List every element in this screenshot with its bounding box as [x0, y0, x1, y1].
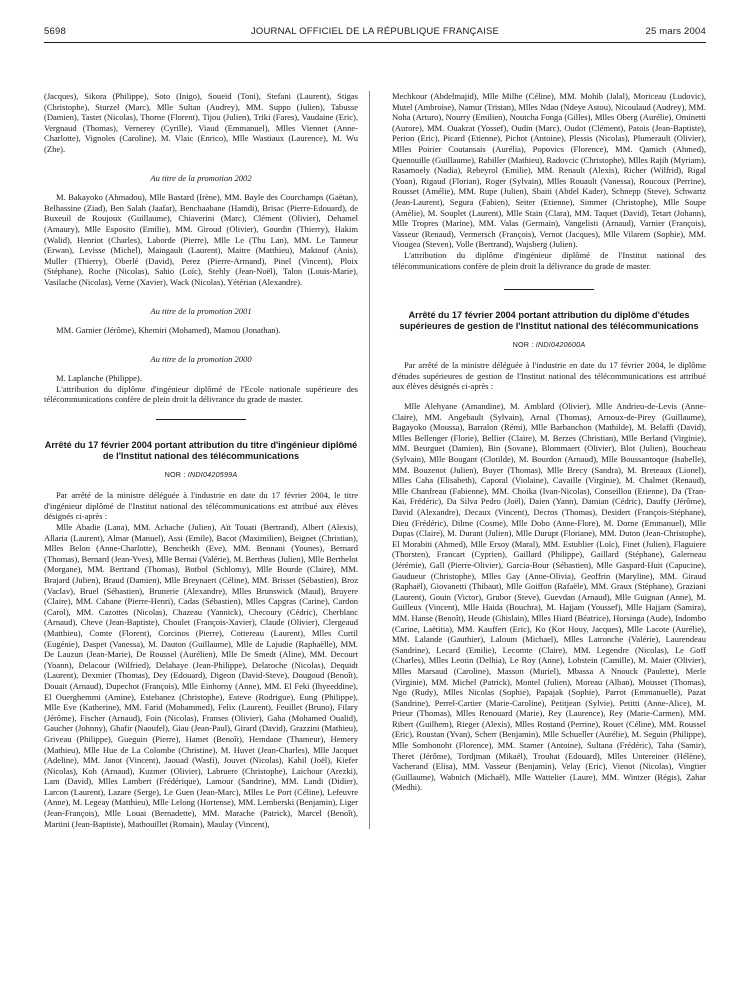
continued-name-list: Mechkour (Abdelmajid), Mlle Milhe (Céline), MM. Mohib (Jalal), Moriceau (Ludovic), Mutel (Ambroise), Namur (Tristan), Mlles Ndao (Ndeye Astou), Nicoulaud (Audrey), MM. Noha (Arturo), Nourry (Emilien), Noutcha Fonga (Gilles), Mlles Oberg (Aurélie), Ominetti (Aurore), MM. Ouakrat (Yossef), Oudin (Marc), Oudot (Clément), Patois (Jean-Baptiste), Perion (Eric), Picard (Etienne), Pichot (Antoine), Plessis (Nicolas), Plumerault (Olivier), Mlles Poirier Coutansais (Aurélia), Popovics (Florence), MM. Qamich (Ahmed), Quenouille (Guillaume), Rabiller (Mathieu), Radovcic (Christophe), Mlles Rajih (Myriam), Rasamoely (Nadia), Rebeyrol (Emilie), MM. Renault (Alexis), Richer (Wilfrid), Rigal (Yoan), Rigaud (Florian), Roger (Sylvain), Mlles Rouault (Vanessa), Roucoux (Perrine), Rousset (Amélie), MM. Rupe (Julien), Sbaiti (Abdel Kader), Schnepp (Steve), Schwartz (Jean-Laurent), Segura (Fabien), Seiter (Etienne), Simmer (Christophe), Mlle Soupe (Amélie), M. Souplet (Laurent), Mlle Stain (Clara), MM. Taquet (David), Tetart (Johann), Mlle Tropres (Marine), MM. Valas (Germain), Vangelisti (Arnaud), Varnier (François), Vasseur (Renaud), Vermersch (François), Vernot (Jacques), Mlle Vilarem (Sophie), MM. Viougea (Steven), Volle (Bertrand), Wajsberg (Julien). [392, 91, 706, 250]
journal-title: JOURNAL OFFICIEL DE LA RÉPUBLIQUE FRANÇAISE [250, 26, 500, 37]
right-column [392, 91, 706, 829]
two-column-body [44, 91, 706, 829]
arrete-title: Arrêté du 17 février 2004 portant attribution du diplôme d'études supérieures de gestion de l'Institut national des télécommunications [399, 310, 699, 331]
promotion-2000-heading: Au titre de la promotion 2000 [150, 353, 252, 364]
master-grade-statement: L'attribution du diplôme d'ingénieur diplômé de l'Ecole nationale supérieure des télécommunications confère de plein droit la délivrance du grade de master. [44, 383, 358, 405]
arrete-title: Arrêté du 17 février 2004 portant attribution du titre d'ingénieur diplômé de l'Institut national des télécommunications [44, 440, 358, 461]
nor-code: INDI0420600A [535, 340, 586, 350]
arrete-names: Mlle Alehyane (Amandine), M. Amblard (Olivier), Mlle Andrieu-de-Levis (Anne-Claire), MM. Angebault (Sylvain), Arnal (Thomas), Arnoux-de-Pirey (Guillaume), Bagayoko (Moussa), Barralon (Rémi), Mlle Barbanchon (Mathilde), M. Belaffi (David), Mlles Bellenger (Florie), Bellier (Claire), M. Berzes (Christian), Mlle Berland (Virginie), MM. Beurguet (Damien), Bin (Sovane), Blommaert (Olivier), Blot (Julien), Boucheau (Sylvain), Mlle Bougant (Clotilde), M. Bourdon (Arnaud), Mlle Boussantoque (Isabelle), MM. Bouzenot (Julien), Buyer (Thomas), Mlle Brecy (Sandra), M. Breteaux (Lionel), Mlles Caha (Elisabeth), Caporal (Violaine), Cavaille (Virginie), M. Chalmet (Renaud), Mlle Chanfreau (Fabienne), MM. Choika (Ivan-Nicolas), Conseillou (Etienne), Da (Tran-Kai, Frédéric), Da Silva Pedro (Joël), Daien (Yann), Damian (Cédric), Dauffy (Jérôme), David (Alexandre), Decaux (Vincent), Decros (Thomas), Desidert (François-Stéphane), Dieu (Frédéric), Dilme (Cosme), Mlle Dobo (Anne-Flore), M. Dorne (Emmanuel), Mlle Dupas (Claire), M. Durant (Julien), Mlle Durupt (Floriane), MM. Duton (Jean-Christophe), El Morabiti (Ahmed), Mlle Ersoy (Maral), MM. Estublier (Loïc), Finet (Julien), Flaguiere (Thorsten), Francart (Cyprien), Gaillard (Philippe), Gaillard (Stéphane), Galerneau (Jérémie), Gall (Pierre-Olivier), Garcia-Bour (Sébastien), Mlle Gaspard-Huit (Capucine), Gaudueur (Christophe), Mlles Gay (Anne-Olivia), Geoffrin (Maryline), MM. Giraud (Raphaël), Giovanetti (Thibaut), Mlle Goiffon (Rafaële), MM. Graux (Stéphane), Graziani (Laurent), Gouin (Victor), Grubor (Steve), Guevdan (Arnaud), Mlle Guignan (Anne), M. Guilleux (Vincent), Mlle Haida (Bouchra), M. Hajjam (Youssef), Mlle Hajjam (Samira), MM. Hanse (Benoît), Heude (Ghislain), Mlles Hiard (Béatrice), Horsinga (Aude), Indombo (Carine, Laëtitia), MM. Kauffert (Eric), Ko (Kor Houy, Jacques), Mlle Lacote (Aurélie), MM. Lalande (Gauthier), Laloum (Michael), Mlles Latronche (Valérie), Laurendeau (Sandrine), Lecard (Emilie), Lecomte (Claire), MM. Legendre (Nicolas), Le Goff (Charles), Mlles Leotin (Delhia), Le Roy (Anne), Lobstein (Camille), M. Maier (Olivier), Mlles Marsaud (Caroline), Masson (Muriel), Mbassa A Nnouck (Paulette), Merle (Virginie), MM. Michel (Patrick), Montel (Julien), Moreau (Alban), Mousset (Thomas), Ngo (Rudy), Mlles Nicolas (Sophie), Papajak (Sophie), Parrot (Emmanuelle), Pazat (Sandrine), Perrel-Cartier (Marie-Caroline), Petitjean (Sylvie), Petitti (Anne-Alice), M. Prieur (Thomas), Mlles Renouard (Marie), Rey (Laurence), Rey (Marie-Carmen), MM. Ribert (Guilhem), Rieger (Alexis), Mlles Rostand (Perrine), Rouet (Céline), MM. Roussel (Eric), Roustan (Yvan), Scherr (Benjamin), Mlle Schueller (Aurélie), M. Seguin (Philippe), Mlle Sombonoht (Florence), MM. Stamer (Antoine), Sultana (Frédéric), Taha (Samir), Theret (Jérôme), Tordjman (Mikaël), Trouhat (Edouard), Mlles Untereiner (Hélène), Vacherand (Elisa), MM. Vasseur (Benjamin), Velay (Eric), Vienot (Nicolas), Vingtier (Guillaume), Wabnich (Michaël), Mlle Wattelier (Laure), MM. Wintzer (Régis), Zahar (Medhi). [392, 401, 706, 793]
promotion-2002-heading: Au titre de la promotion 2002 [150, 172, 252, 183]
section-divider [504, 289, 594, 290]
continued-name-list: (Jacques), Sikora (Philippe), Soto (Inigo), Soueid (Toni), Stefani (Laurent), Stigas (Christophe), Sturzel (Marc), Mlle Sultan (Audrey), MM. Suppo (Julien), Tabusse (Damien), Tastet (Nicolas), Thorne (Florent), Tijou (Julien), Triki (Fares), Vaudaine (Eric), Vergnaud (Thomas), Vernerey (Cyrille), Viaud (Emmanuel), Mlles Viennet (Anne-Charlotte), Vignoles (Caroline), M. Vlaic (Enrico), Mlle Wastiaux (Laurence), M. Wu (Zhe). [44, 91, 358, 154]
left-column [44, 91, 370, 829]
arrete-intro: Par arrêté de la ministre déléguée à l'industrie en date du 17 février 2004, le diplôme d'études supérieures de gestion de l'Institut national des télécommunications est attribué aux élèves désignés ci-après : [392, 360, 706, 392]
nor-reference [44, 470, 358, 479]
nor-code: INDI0420599A [187, 470, 238, 480]
promotion-2002-names: M. Bakayoko (Ahmadou), Mlle Bastard (Irène), MM. Bayle des Courchamps (Gaëtan), Belhassine (Ziad), Ben Salah (Jaafar), Benchaabane (Hamdi), Brisac (Pierre-Edouard), de Buxeuil de Roujoux (Guillaume), Chiaverini (Marc), Clément (Olivier), Dehamel (Amaury), Mlle Esposito (Emilie), MM. Giroud (Olivier), Gourdin (Thierry), Hakim (Walid), Henriot (Charles), Laborde (Pierre), Mlle Le (Thu Lan), MM. Le Tanneur (Erwan), Levisse (Michel), Maingault (Laurent), Maitre (Matthieu), Maktouf (Anis), Muller (Thierry), Oberlé (David), Perez (Pierre-Armand), Pinel (Vincent), Ploix (Stéphane), Roche (Nicolas), Sahio (Loïc), Stehly (Jean-Noël), Talon (Louis-Marie), Vasilache (Nicolas), Verne (Xavier), Wack (Nicolas), Yétérian (Alexandre). [44, 192, 358, 287]
issue-date: 25 mars 2004 [645, 26, 706, 37]
nor-label: NOR : [164, 470, 186, 480]
page-number: 5698 [44, 26, 66, 37]
nor-reference [392, 340, 706, 349]
arrete-names: Mlle Abadie (Lana), MM. Achache (Julien), Aït Touati (Bertrand), Albert (Alexis), Allaria (Laurent), Almar (Manuel), Assi (Emile), Bacot (Maximilien), Beignet (Christian), Mlles Belon (Anne-Charlotte), Bencheikh (Eve), MM. Bennani (Younes), Bernard (Thomas), Bernard (Jean-Yves), Mlle Bernai (Valérie), M. Bertheas (Julien), Mlle Berthelot (Morgane), MM. Bertrand (Thomas), Botbol (Schlomy), Mlle Bourde (Claire), MM. Brajard (Julien), Braud (Damien), Mlle Breynaert (Céline), MM. Brisset (Sébastien), Broz (Vaclav), Bruel (Sébastien), Brunerie (Alexandre), Mlles Brunswick (Maud), Bruyere (Claire), MM. Cabane (Pierre-Henri), Cadas (Sébastien), Mlles Capgras (Carine), Cardon (Carol), MM. Cazottes (Nicolas), Chazeau (Yannick), Checoury (Cédric), Cherblanc (Arnaud), Cheve (Jean-Baptiste), Choulet (François-Xavier), Claude (Olivier), Clergeaud (Matthieu), Comte (Florent), Corcinos (Pierre), Cottereau (Laurent), Mlles Curtil (Eugénie), Daspet (Vanessa), M. Dauton (Guillaume), Mlle de Lajudie (Raphaëlle), MM. De Lauzun (Jean-Marie), De Roussel (Aurélien), Mlle De Smedt (Aline), MM. Decourt (Yoann), Delacour (Wilfried), Delahaye (Jean-Philippe), Delaroche (Nicolas), Dequidt (Laurent), Dexmier (Thomas), Dey (Edouard), Digeon (David-Steve), Dougoud (Benoît), Douait (Arnaud), Dupechot (François), Mlle Einhorny (Anne), MM. El Feki (Ihyeeddine), El Ouerghemmi (Amine), Estebanez (Christophe), Esteve (Rodrigue), Eung (Philippe), Mlle Eve (Katherine), MM. Farid (Mohammed), Felix (Laurent), Feuillet (Bruno), Filary (Jérôme), Fischer (Arnaud), Foin (Nicolas), Franses (Olivier), Gaha (Mohamed Oualid), Gaucher (Johnny), Ghafir (Naoufel), Giau (Jean-Paul), Girard (David), Grazzini (Mathieu), Griveau (Philippe), Gueguin (Pierre), Hamet (Benoît), Hemdane (Thameur), Hemery (Mathieu), Mlle Hue de La Colombe (Christine), M. Huvet (Jean-Charles), Mlle Jacquet (Adeline), MM. Janot (Vincent), Jaouad (Wasfi), Jouvet (Nicolas), Kahil (Joël), Kiefer (Nicolas), Koh (Arnaud), Kuzmer (Olivier), Labruere (Christophe), Laichour (Arezki), Lam (David), Mlles Lambert (Frédérique), Lamour (Sandrine), MM. Landi (Didier), Larcon (Laurent), Lazare (Serge), Le Guen (Jean-Marc), Mlles Le Port (Céline), Lefeuvre (Anne), M. Legeay (Matthieu), Mlle Lelong (Hortense), MM. Lemberski (Benjamin), Liger (Jean-François), Mlle Louai (Bernadette), MM. Marache (Patrick), Marcel (Benoît), Martini (Jean-Baptiste), Mathouillet (Romain), Maulay (Vincent), [44, 522, 358, 829]
section-divider [156, 419, 246, 420]
running-header [44, 26, 706, 40]
promotion-2000-names: M. Laplanche (Philippe). [56, 373, 142, 384]
arrete-intro: Par arrêté de la ministre déléguée à l'industrie en date du 17 février 2004, le titre d'ingénieur diplômé de l'Institut national des télécommunications est attribué aux élèves désignés ci-après : [44, 490, 358, 522]
master-grade-statement: L'attribution du diplôme d'ingénieur diplômé de l'Institut national des télécommunications confère de plein droit la délivrance du grade de master. [392, 249, 706, 271]
nor-label: NOR : [512, 340, 534, 350]
header-rule [44, 42, 706, 43]
promotion-2001-heading: Au titre de la promotion 2001 [150, 305, 252, 316]
promotion-2001-names: MM. Garnier (Jérôme), Khemiri (Mohamed), Mamou (Jonathan). [56, 325, 281, 336]
